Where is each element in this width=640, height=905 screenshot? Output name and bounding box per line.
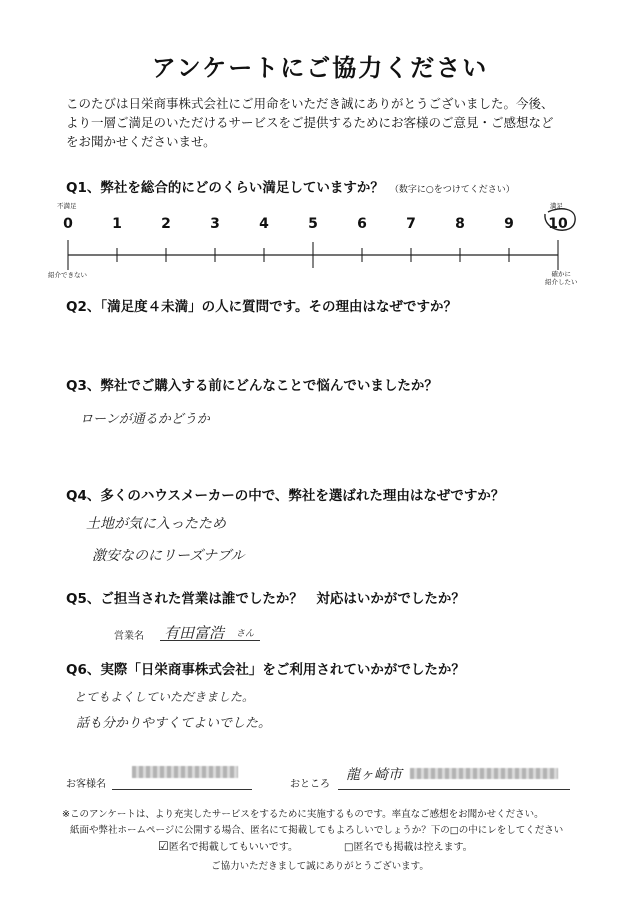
answer-q3: ローンが通るかどうか <box>80 412 210 427</box>
scale-number[interactable]: 5 <box>308 216 318 232</box>
answer-q4-line: 激安なのにリーズナブル <box>92 548 245 564</box>
consent-option-label: 匿名でも掲載は控えます。 <box>353 842 473 853</box>
consent-option-label: 匿名で掲載してもいいです。 <box>168 842 298 853</box>
intro-line: より一層ご満足のいただけるサービスをご提供するためにお客様のご意見・ご感想など <box>66 115 554 130</box>
answer-q6-line: とてもよくしていただきました。 <box>74 690 255 704</box>
scale-number[interactable]: 8 <box>455 216 465 232</box>
scale-number[interactable]: 9 <box>504 216 514 232</box>
question-5: Q5、ご担当された営業は誰でしたか？ 対応はいかがでしたか？ <box>66 591 465 607</box>
thanks-message: ご協力いただきまして誠にありがとうございます。 <box>211 861 429 872</box>
question-2: Q2、「満足度４未満」の人に質問です。その理由はなぜですか？ <box>66 299 458 315</box>
scale-number[interactable]: 0 <box>63 216 73 232</box>
scale-high-bottom-line: 確かに <box>551 270 571 278</box>
answer-q6-line: 話も分かりやすくてよいでした。 <box>76 716 272 731</box>
answer-q4-line: 土地が気に入ったため <box>86 516 226 532</box>
sales-rep-label: 営業名 <box>114 631 144 642</box>
scale-number[interactable]: 2 <box>161 216 171 232</box>
address-label: おところ <box>290 779 330 790</box>
question-6: Q6、実際「日栄商事株式会社」をご利用されていかがでしたか？ <box>66 662 465 678</box>
customer-name-redacted <box>132 766 238 778</box>
intro-line: をお聞かせくださいませ。 <box>66 134 216 149</box>
sales-rep-honorific: さん <box>236 629 255 639</box>
sales-rep-underline <box>160 640 260 641</box>
scale-number[interactable]: 3 <box>210 216 220 232</box>
customer-name-label: お客様名 <box>66 779 106 790</box>
handwritten-selection-circle <box>545 209 575 230</box>
address-underline <box>338 789 570 790</box>
scale-high-bottom-label <box>545 270 578 286</box>
customer-name-underline <box>112 789 252 790</box>
question-4: Q4、多くのハウスメーカーの中で、弊社を選ばれた理由はなぜですか？ <box>66 488 505 504</box>
footnote-line: 紙面や弊社ホームページに公開する場合、匿名にて掲載してもよろしいでしょうか？下の□の中にレをしてください <box>70 825 564 836</box>
checkbox-checked-icon[interactable]: ☑ <box>158 839 169 853</box>
checkbox-empty-icon[interactable]: □ <box>344 842 354 853</box>
address-city: 龍ヶ崎市 <box>346 767 402 783</box>
consent-option-anonymous[interactable] <box>158 838 298 853</box>
consent-option-decline[interactable] <box>344 838 473 853</box>
scale-number[interactable]: 1 <box>112 216 122 232</box>
footnote-line: ※このアンケートは、より充実したサービスをするために実施するものです。率直なご感想をお聞かせください。 <box>62 809 544 820</box>
question-1-text: Q1、弊社を総合的にどのくらい満足していますか？ <box>66 180 384 196</box>
page-title: アンケートにご協力ください <box>151 54 489 82</box>
scale-number[interactable]: 4 <box>259 216 269 232</box>
sales-rep-name: 有田富浩 <box>164 624 225 642</box>
question-3: Q3、弊社でご購入する前にどんなことで悩んでいましたか？ <box>66 378 438 394</box>
intro-line: このたびは日栄商事株式会社にご用命をいただき誠にありがとうございました。今後、 <box>66 96 554 111</box>
scale-high-top-label: 満足 <box>550 202 563 210</box>
scale-number[interactable]: 6 <box>357 216 367 232</box>
scale-low-top-label: 不満足 <box>57 202 77 210</box>
scale-number[interactable]: 7 <box>406 216 416 232</box>
scale-high-bottom-line: 紹介したい <box>545 278 578 286</box>
address-redacted <box>410 768 558 779</box>
scale-number[interactable]: 10 <box>548 216 568 232</box>
question-1-note: （数字に○をつけてください） <box>389 185 515 195</box>
scale-low-bottom-label: 紹介できない <box>48 271 87 279</box>
